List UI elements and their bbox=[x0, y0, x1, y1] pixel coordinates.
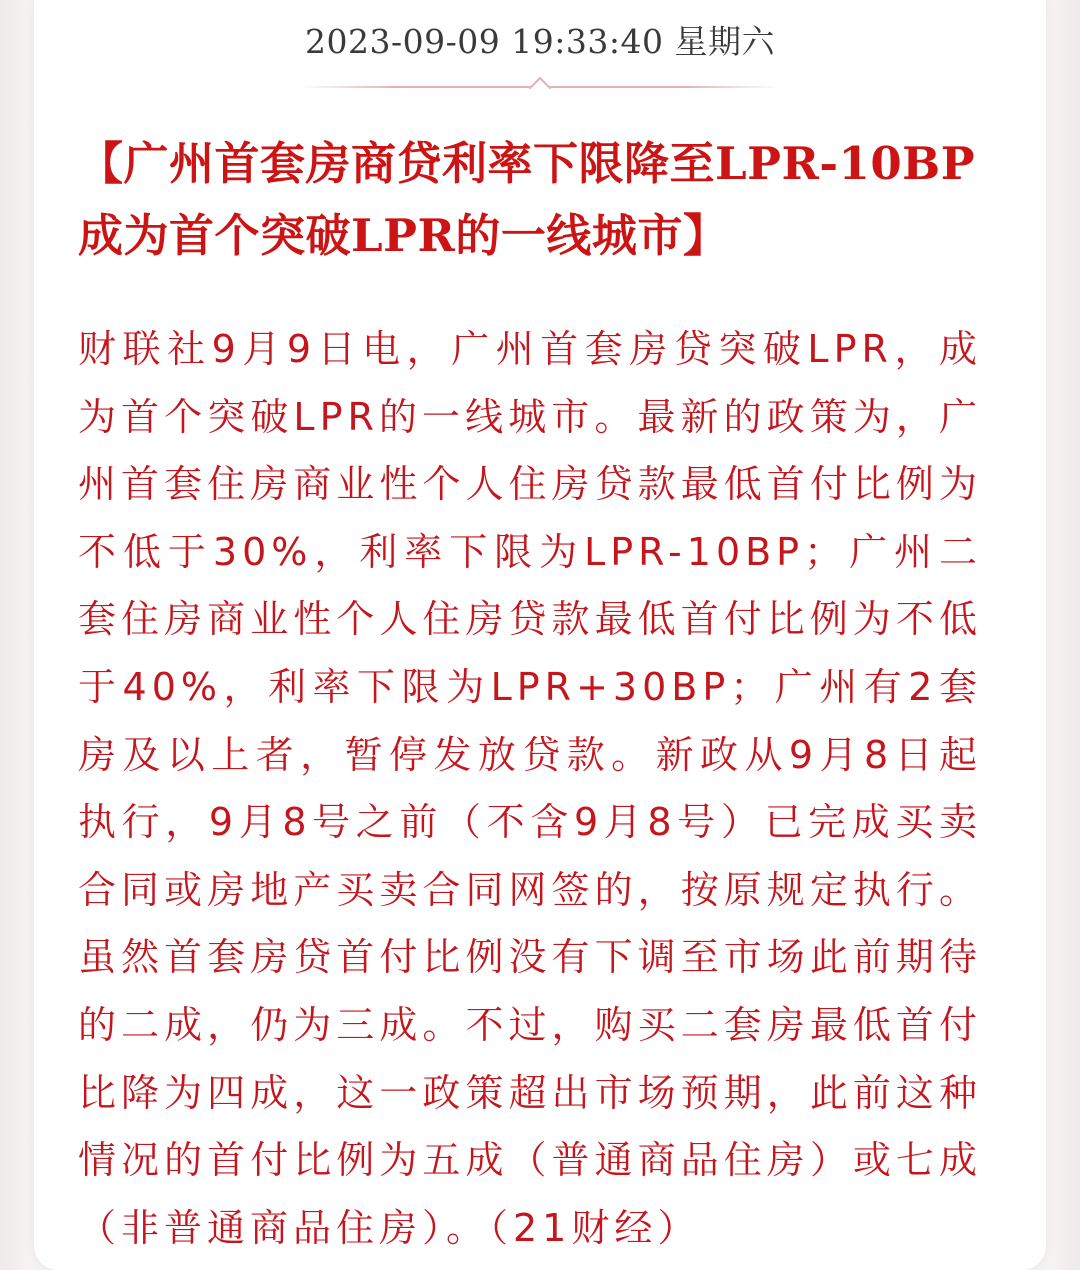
article-headline: 【广州首套房商贷利率下限降至LPR-10BP 成为首个突破LPR的一线城市】 bbox=[78, 137, 976, 262]
article-body: 财联社9月9日电，广州首套房贷突破LPR，成为首个突破LPR的一线城市。最新的政策为，广州首套住房商业性个人住房贷款最低首付比例为不低于30%，利率下限为LPR-10BP；广州二套住房商业性个人住房贷款最低首付比例为不低于40%，利率下限为LPR+30BP；广州有2套房及以上者，暂停发放贷款。新政从9月8日起执行，9月8号之前（不含9月8号）已完成买卖合同或房地产买卖合同网签的，按原规定执行。虽然首套房贷首付比例没有下调至市场此前期待的二成，仍为三成。不过，购买二套房最低首付比降为四成，这一政策超出市场预期，此前这种情况的首付比例为五成（普通商品住房）或七成（非普通商品住房）。（21财经） bbox=[78, 327, 982, 1250]
page-margin-left bbox=[0, 0, 34, 1270]
publish-datetime: 2023-09-09 19:33:40 星期六 bbox=[305, 22, 775, 61]
page-margin-right bbox=[1046, 0, 1080, 1270]
